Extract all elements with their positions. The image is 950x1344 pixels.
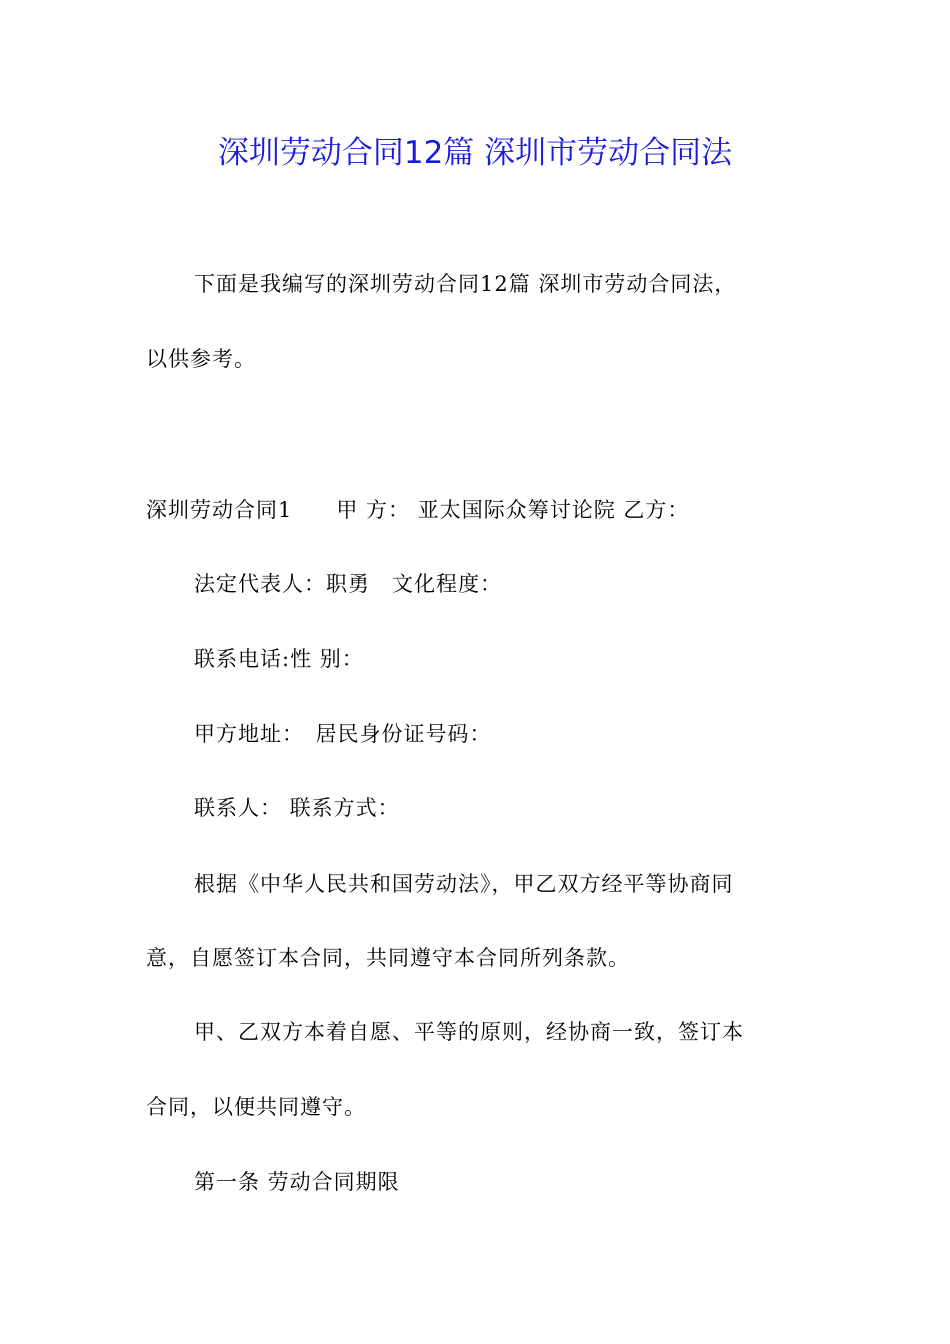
paragraph-1-line-1: 根据《中华人民共和国劳动法》，甲乙双方经平等协商同	[194, 872, 734, 896]
intro-line-2: 以供参考。	[146, 347, 256, 371]
paragraph-2-line-1: 甲、乙双方本着自愿、平等的原则，经协商一致，签订本	[194, 1020, 744, 1044]
document-title: 深圳劳动合同12篇 深圳市劳动合同法	[217, 135, 733, 171]
article-1-heading: 第一条 劳动合同期限	[194, 1170, 400, 1194]
paragraph-1-line-2: 意，自愿签订本合同，共同遵守本合同所列条款。	[146, 946, 630, 970]
intro-line-1: 下面是我编写的深圳劳动合同12篇 深圳市劳动合同法，	[194, 272, 737, 296]
paragraph-2-line-2: 合同，以便共同遵守。	[146, 1095, 366, 1119]
contact-line: 联系人： 联系方式：	[194, 796, 400, 820]
contract-heading-line: 深圳劳动合同1 甲 方： 亚太国际众筹讨论院 乙方：	[146, 498, 690, 522]
phone-line: 联系电话:性 别：	[194, 647, 364, 671]
address-line: 甲方地址： 居民身份证号码：	[194, 722, 492, 746]
legal-representative-line: 法定代表人：职勇 文化程度：	[194, 572, 502, 596]
